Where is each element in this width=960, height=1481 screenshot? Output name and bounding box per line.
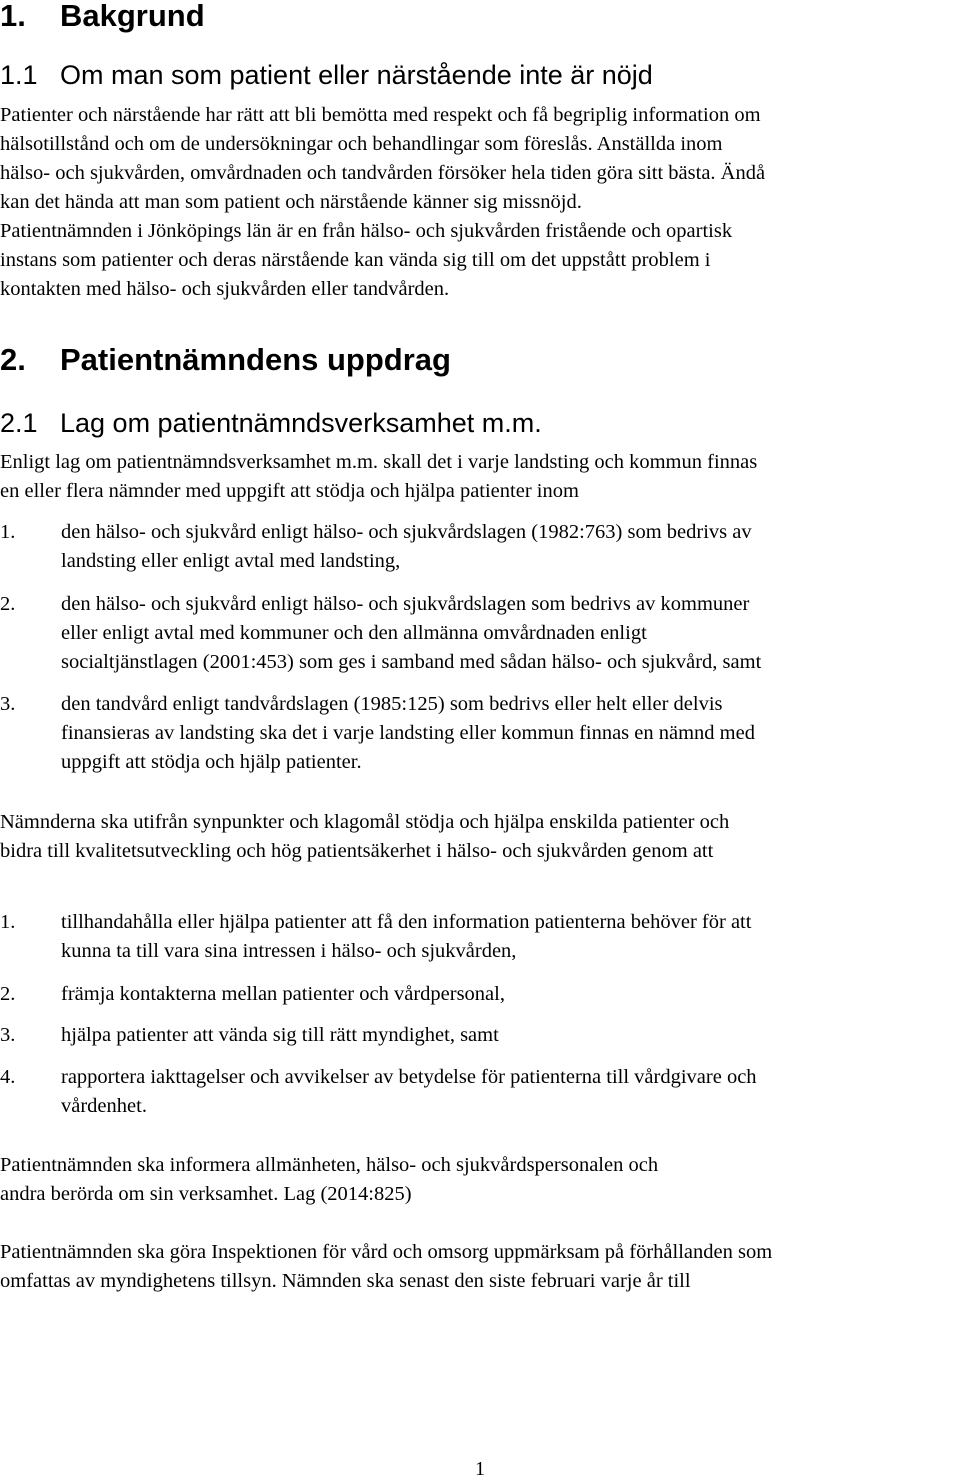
section-2-heading	[0, 343, 451, 377]
section-1-heading	[0, 0, 205, 33]
list-item-number: 3.	[0, 1024, 16, 1046]
text-line: tillhandahålla eller hjälpa patienter att få den information patienterna behöver för att	[61, 911, 752, 933]
text-line: hälsotillstånd och om de undersökningar och behandlingar som föreslås. Anställda inom	[0, 133, 723, 155]
subsection-2-1-heading	[0, 408, 542, 438]
text-line: bidra till kvalitetsutveckling och hög patientsäkerhet i hälso- och sjukvården genom att	[0, 840, 714, 862]
text-line: Patienter och närstående har rätt att bli bemötta med respekt och få begriplig information om	[0, 104, 761, 126]
paragraph-background	[0, 101, 958, 217]
section-1-number: 1.	[0, 0, 26, 33]
text-line: andra berörda om sin verksamhet. Lag (2014:825)	[0, 1183, 412, 1205]
list-item-text	[61, 518, 752, 576]
text-line: Nämnderna ska utifrån synpunkter och klagomål stödja och hjälpa enskilda patienter och	[0, 811, 730, 833]
subsection-2-1-title: Lag om patientnämndsverksamhet m.m.	[60, 408, 542, 438]
section-1-title: Bakgrund	[60, 0, 205, 33]
paragraph-tasks-intro	[0, 808, 958, 866]
list-item-text	[61, 980, 505, 1009]
list-item-number: 2.	[0, 593, 16, 615]
subsection-1-1-heading	[0, 60, 653, 90]
text-line: Patientnämnden ska informera allmänheten, hälso- och sjukvårdspersonalen och	[0, 1154, 659, 1176]
list-item-text	[61, 1021, 499, 1050]
text-line: den hälso- och sjukvård enligt hälso- och sjukvårdslagen (1982:763) som bedrivs av	[61, 521, 752, 543]
text-line: uppgift att stödja och hjälp patienter.	[61, 751, 362, 773]
text-line: hjälpa patienter att vända sig till rätt myndighet, samt	[61, 1024, 499, 1046]
text-line: omfattas av myndighetens tillsyn. Nämnden ska senast den siste februari varje år till	[0, 1270, 691, 1292]
list-item-number: 4.	[0, 1066, 16, 1088]
list-item-text	[61, 908, 751, 966]
text-line: den tandvård enligt tandvårdslagen (1985:125) som bedrivs eller helt eller delvis	[61, 693, 723, 715]
text-line: Patientnämnden ska göra Inspektionen för vård och omsorg uppmärksam på förhållanden som	[0, 1241, 773, 1263]
list-item-text	[61, 690, 755, 777]
text-line: Enligt lag om patientnämndsverksamhet m.m. skall det i varje landsting och kommun finnas	[0, 451, 758, 473]
text-line: en eller flera nämnder med uppgift att stödja och hjälpa patienter inom	[0, 480, 579, 502]
paragraph-inform	[0, 1151, 958, 1209]
text-line: landsting eller enligt avtal med landsting,	[61, 550, 401, 572]
paragraph-inspection	[0, 1238, 958, 1296]
text-line: vårdenhet.	[61, 1095, 147, 1117]
text-line: finansieras av landsting ska det i varje landsting eller kommun finnas en nämnd med	[61, 722, 755, 744]
text-line: främja kontakterna mellan patienter och vårdpersonal,	[61, 983, 505, 1005]
section-2-number: 2.	[0, 342, 26, 377]
text-line: instans som patienter och deras närstående kan vända sig till om det uppstått problem i	[0, 249, 711, 271]
page-number: 1	[475, 1458, 485, 1480]
list-item-number: 2.	[0, 983, 16, 1005]
text-line: hälso- och sjukvården, omvårdnaden och tandvården försöker hela tiden göra sitt bästa. Ändå	[0, 162, 766, 184]
list-item-number: 3.	[0, 693, 16, 715]
text-line: rapportera iakttagelser och avvikelser av betydelse för patienterna till vårdgivare och	[61, 1066, 757, 1088]
list-item-number: 1.	[0, 911, 16, 933]
text-line: eller enligt avtal med kommuner och den allmänna omvårdnaden enligt	[61, 622, 647, 644]
section-2-title: Patientnämndens uppdrag	[60, 342, 451, 377]
subsection-2-1-number: 2.1	[0, 408, 38, 438]
text-line: kan det hända att man som patient och närstående känner sig missnöjd.	[0, 191, 582, 213]
text-line: den hälso- och sjukvård enligt hälso- och sjukvårdslagen som bedrivs av kommuner	[61, 593, 750, 615]
list-item-number: 1.	[0, 521, 16, 543]
subsection-1-1-number: 1.1	[0, 60, 38, 90]
list-item-text	[61, 1063, 757, 1121]
list-item-text	[61, 590, 761, 677]
text-line: kunna ta till vara sina intressen i hälso- och sjukvården,	[61, 940, 517, 962]
text-line: kontakten med hälso- och sjukvården eller tandvården.	[0, 278, 450, 300]
text-line: socialtjänstlagen (2001:453) som ges i samband med sådan hälso- och sjukvård, samt	[61, 651, 762, 673]
paragraph-patient-board	[0, 217, 958, 304]
text-line: Patientnämnden i Jönköpings län är en från hälso- och sjukvården fristående och opartisk	[0, 220, 733, 242]
paragraph-law-intro	[0, 448, 958, 506]
subsection-1-1-title: Om man som patient eller närstående inte är nöjd	[60, 60, 653, 90]
